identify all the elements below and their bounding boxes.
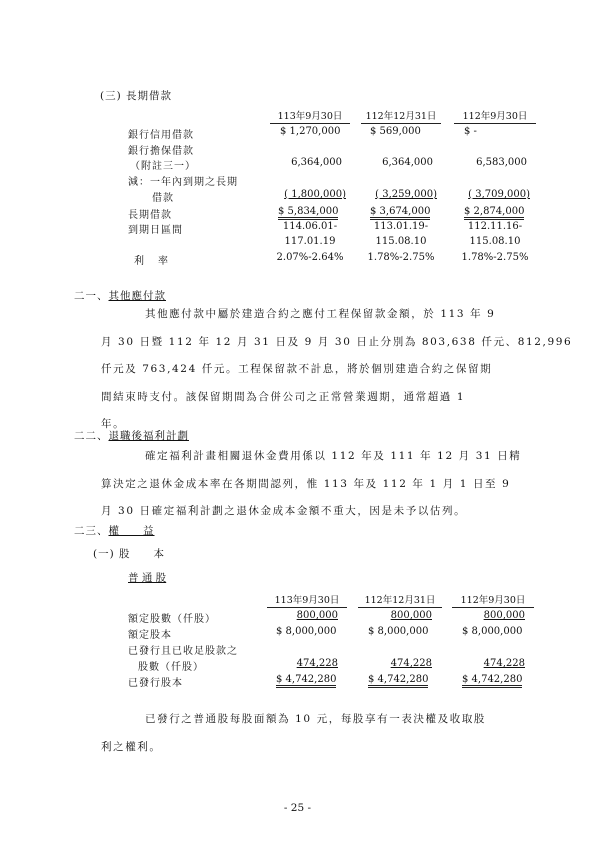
cell: 2.07%-2.64% bbox=[276, 252, 344, 263]
cell: 114.06.01- bbox=[282, 221, 338, 232]
sub-heading-ordinary-shares: 普 通 股 bbox=[128, 572, 167, 584]
cell: $ 4,742,280 bbox=[462, 674, 522, 685]
section-heading-long-term-loans: (三) 長期借款 bbox=[100, 90, 173, 102]
cell: 6,583,000 bbox=[476, 157, 527, 168]
page-number: - 25 - bbox=[283, 802, 312, 814]
cell: $ 8,000,000 bbox=[462, 626, 523, 637]
cell: 800,000 bbox=[296, 610, 338, 621]
row-label: 借款 bbox=[152, 193, 174, 204]
cell: ( 3,709,000) bbox=[468, 189, 530, 200]
cell: $ 2,874,000 bbox=[464, 206, 524, 217]
cell: 6,364,000 bbox=[291, 157, 342, 168]
cell: 800,000 bbox=[483, 610, 525, 621]
column-header: 113年9月30日 bbox=[267, 592, 347, 608]
cell: 1.78%-2.75% bbox=[461, 252, 529, 263]
cell: $ 4,742,280 bbox=[276, 674, 336, 685]
row-label: 已發行股本 bbox=[128, 678, 183, 689]
cell: $ - bbox=[464, 126, 477, 137]
row-label: 減：一年內到期之長期 bbox=[128, 177, 238, 188]
section-heading-other-payables: 二一、其他應付款 bbox=[74, 290, 166, 302]
cell: ( 1,800,000) bbox=[284, 189, 346, 200]
cell: 1.78%-2.75% bbox=[367, 252, 435, 263]
cell: $ 8,000,000 bbox=[276, 626, 337, 637]
row-label: 股數（仟股） bbox=[138, 662, 204, 673]
section-heading-equity: 二三、權 益 bbox=[74, 525, 155, 537]
row-label: 利 率 bbox=[134, 256, 170, 267]
paragraph-share-capital: 已發行之普通股每股面額為 10 元，每股享有一表決權及收取股 利之權利。 bbox=[101, 713, 487, 753]
row-label: 額定股數（仟股） bbox=[128, 614, 216, 625]
column-header: 112年12月31日 bbox=[361, 108, 441, 124]
section-heading-post-employment-benefits: 二二、退職後福利計劃 bbox=[74, 430, 189, 442]
row-label: 銀行信用借款 bbox=[128, 130, 194, 141]
column-header: 113年9月30日 bbox=[270, 108, 350, 124]
cell: 6,364,000 bbox=[382, 157, 433, 168]
cell: 112.11.16- bbox=[467, 221, 523, 232]
row-label: 銀行擔保借款 bbox=[128, 146, 194, 157]
row-label: 長期借款 bbox=[128, 210, 172, 221]
row-label: 已發行且已收足股款之 bbox=[128, 646, 238, 657]
cell: $ 1,270,000 bbox=[280, 126, 341, 137]
cell: $ 569,000 bbox=[370, 126, 421, 137]
cell: 113.01.19- bbox=[373, 221, 429, 232]
column-header: 112年12月31日 bbox=[358, 592, 442, 608]
column-header: 112年9月30日 bbox=[454, 108, 536, 124]
cell: $ 3,674,000 bbox=[370, 206, 430, 217]
cell: $ 8,000,000 bbox=[368, 626, 429, 637]
cell: 474,228 bbox=[390, 658, 432, 669]
cell: 474,228 bbox=[296, 658, 338, 669]
row-label: 額定股本 bbox=[128, 630, 172, 641]
column-header: 112年9月30日 bbox=[452, 592, 534, 608]
cell: $ 5,834,000 bbox=[278, 206, 338, 217]
cell: 800,000 bbox=[390, 610, 432, 621]
row-label: （附註三一） bbox=[130, 161, 196, 172]
paragraph-post-employment-benefits: 確定福利計畫相關退休金費用係以 112 年及 111 年 12 月 31 日精 算決定之退休金成本率在各期間認列，惟 113 年及 112 年 1 月 1 日至 9 月 30 日確定福利計劃之退休金成本金額不重大，因是未予以估列。 bbox=[101, 450, 522, 517]
cell: 474,228 bbox=[483, 658, 525, 669]
sub-heading-share-capital: (一) 股 本 bbox=[93, 548, 166, 560]
row-label: 到期日區間 bbox=[128, 225, 183, 236]
cell: 117.01.19 bbox=[284, 236, 336, 247]
paragraph-other-payables: 其他應付款中屬於建造合約之應付工程保留款金額，於 113 年 9 月 30 日暨 112 年 12 月 31 日及 9 月 30 日止分別為 803,638 仟元、812,996 仟元及 763,424 仟元。工程保留款不計息，將於個別建造合約之保留期 間結束時支付。該保留期間為合併公司之正常營業週期，通常超過 1 年。 bbox=[101, 308, 573, 430]
cell: 115.08.10 bbox=[375, 236, 427, 247]
cell: $ 4,742,280 bbox=[368, 674, 428, 685]
cell: 115.08.10 bbox=[469, 236, 521, 247]
cell: ( 3,259,000) bbox=[375, 189, 437, 200]
